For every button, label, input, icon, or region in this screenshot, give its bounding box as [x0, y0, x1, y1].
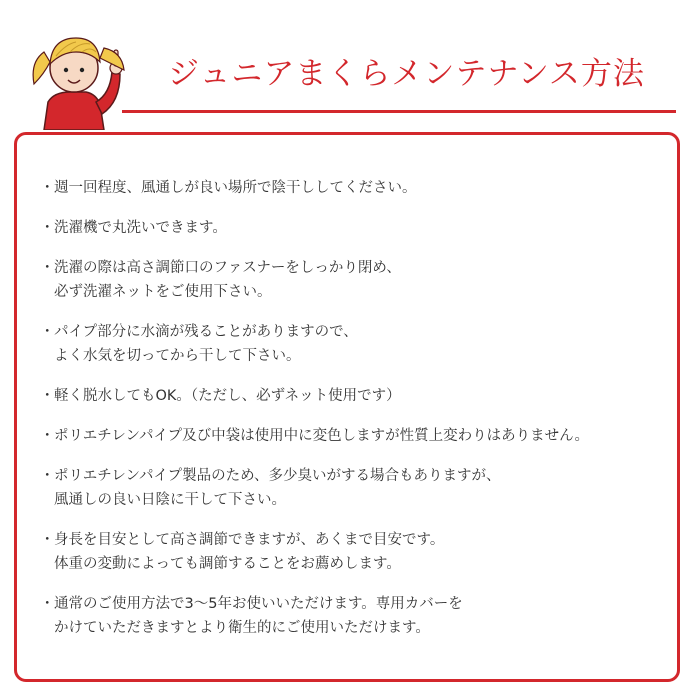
- list-item: [38, 176, 668, 200]
- list-item: [38, 384, 668, 408]
- girl-pointing-mascot-icon: [30, 22, 130, 130]
- bullet-marker: ・: [40, 428, 55, 444]
- care-instructions-list: [38, 176, 668, 640]
- list-item: [38, 464, 668, 512]
- list-item-text: 軽く脱水してもOK。（ただし、必ずネット使用です）: [54, 388, 401, 404]
- list-item-text: パイプ部分に水滴が残ることがありますので、: [54, 324, 358, 340]
- list-item-text: 必ず洗濯ネットをご使用下さい。: [54, 284, 272, 300]
- list-item-text: 洗濯機で丸洗いできます。: [54, 220, 227, 236]
- bullet-marker: ・: [40, 532, 55, 548]
- bullet-marker: ・: [40, 388, 55, 404]
- bullet-marker: ・: [40, 220, 55, 236]
- bullet-marker: ・: [40, 260, 55, 276]
- list-item: [38, 256, 668, 304]
- bullet-marker: ・: [40, 324, 55, 340]
- bullet-marker: ・: [40, 596, 55, 612]
- list-item-text: 通常のご使用方法で3〜5年お使いいただけます。専用カバーを: [54, 596, 463, 612]
- list-item-text: 風通しの良い日陰に干して下さい。: [54, 492, 286, 508]
- list-item: [38, 424, 668, 448]
- list-item: [38, 216, 668, 240]
- bullet-marker: ・: [40, 468, 55, 484]
- list-item-text: ポリエチレンパイプ及び中袋は使用中に変色しますが性質上変わりはありません。: [54, 428, 589, 444]
- list-item-text: よく水気を切ってから干して下さい。: [54, 348, 301, 364]
- title-underline: [122, 110, 676, 113]
- page-title: ジュニアまくらメンテナンス方法: [168, 56, 645, 92]
- list-item-text: 身長を目安として高さ調節できますが、あくまで目安です。: [54, 532, 445, 548]
- list-item-text: かけていただきますとより衛生的にご使用いただけます。: [54, 620, 430, 636]
- list-item-text: 週一回程度、風通しが良い場所で陰干ししてください。: [54, 180, 417, 196]
- list-item-text: 体重の変動によっても調節することをお薦めします。: [54, 556, 401, 572]
- bullet-marker: ・: [40, 180, 55, 196]
- list-item-text: 洗濯の際は高さ調節口のファスナーをしっかり閉め、: [54, 260, 401, 276]
- list-item: [38, 528, 668, 576]
- list-item: [38, 592, 668, 640]
- list-item: [38, 320, 668, 368]
- list-item-text: ポリエチレンパイプ製品のため、多少臭いがする場合もありますが、: [54, 468, 501, 484]
